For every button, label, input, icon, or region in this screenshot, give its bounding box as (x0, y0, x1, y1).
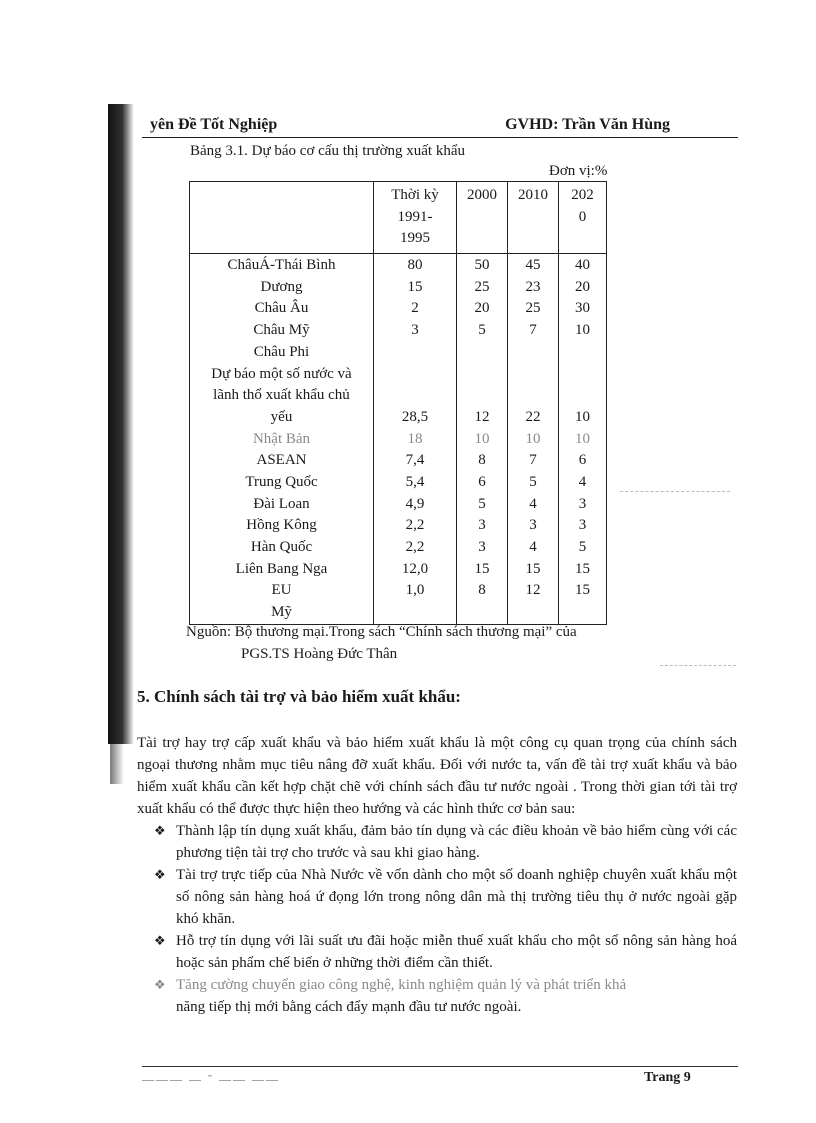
header-cell-region (190, 182, 374, 254)
table-cell-line (374, 364, 456, 386)
column-2020 (559, 254, 607, 625)
table-cell-line: 12,0 (401, 560, 429, 577)
table-cell-line: 45 (525, 257, 541, 274)
table-cell-line: 7 (529, 452, 537, 469)
source-line-2: PGS.TS Hoàng Đức Thân (241, 646, 398, 662)
page-number: Trang 9 (644, 1070, 691, 1085)
table-cell-line: 5,4 (405, 473, 425, 490)
table-cell-line (190, 185, 373, 207)
table-cell-line: 20 (474, 300, 490, 317)
table-cell-line: 40 (575, 257, 590, 274)
source-line-1: Nguồn: Bộ thương mại.Trong sách “Chính sách thương mại” của (186, 624, 577, 640)
table-cell-line: 3 (478, 517, 486, 534)
table-cell-line: 15 (525, 560, 541, 577)
table-cell-line: 10 (575, 408, 590, 425)
table-cell-line: 1,0 (405, 582, 425, 599)
table-cell-line: 15 (474, 560, 490, 577)
table-cell-line (457, 385, 507, 407)
table-cell-line: 10 (525, 430, 541, 447)
table-cell-line (559, 342, 606, 364)
table-cell-line: 25 (525, 300, 541, 317)
bullet-item: ❖ Hỗ trợ tín dụng với lãi suất ưu đãi hoặc miễn thuế xuất khẩu cho một số nông sản hàng hoá hoặc sản phẩm chế biến ở những thời điểm cần thiết. (140, 930, 737, 974)
footer-left-text: ——— — ˘ —— —— (142, 1072, 280, 1086)
scan-artifact-line (620, 491, 730, 492)
table-cell-line: 15 (575, 582, 590, 599)
table-cell-line: 22 (525, 408, 541, 425)
column-1991-1995 (374, 254, 457, 625)
header-cell-2000 (457, 182, 508, 254)
table-cell-line: 2,2 (405, 517, 425, 534)
table-cell-line: 4 (529, 539, 537, 555)
export-market-table (189, 181, 607, 625)
table-cell-line (457, 342, 507, 364)
footer-rule (142, 1066, 738, 1067)
table-cell-line: 28,5 (401, 408, 429, 425)
table-cell-line: 10 (575, 430, 590, 447)
table-cell-line: lãnh thổ xuất khẩu chủ (213, 387, 350, 404)
table-cell-line: 2000 (467, 187, 497, 203)
table-cell-line: 8 (478, 582, 486, 599)
table-cell-line: 25 (474, 278, 490, 295)
table-header-row (190, 182, 607, 254)
table-unit: Đơn vị:% (549, 163, 608, 179)
diamond-bullet-icon: ❖ (154, 867, 166, 882)
table-cell-line (374, 385, 456, 407)
table-cell-line: 5 (478, 322, 486, 339)
table-cell-line: Châu Mỹ (253, 322, 310, 339)
table-cell-line: 0 (578, 208, 587, 225)
table-cell-line: 12 (474, 408, 490, 425)
scan-artifact-line (660, 665, 736, 666)
header-cell-2020 (559, 182, 607, 254)
bullet-item: ❖ Thành lập tín dụng xuất khẩu, đảm bảo tín dụng và các điều khoản về bảo hiểm cùng với các phương tiện tài trợ cho trước và sau khi giao hàng. (140, 820, 737, 864)
table-cell-line: 80 (407, 257, 423, 274)
table-cell-line: 5 (529, 473, 537, 490)
table-cell-line: 3 (578, 495, 587, 512)
table-cell-line: Hồng Kông (246, 517, 317, 534)
table-cell-line: ChâuÁ-Thái Bình (227, 257, 336, 274)
table-cell-line (508, 385, 558, 407)
table-cell-line: 202 (571, 187, 594, 203)
table-cell-line: EU (271, 582, 292, 599)
scan-shadow-edge (108, 104, 134, 744)
table-cell-line: 3 (529, 517, 537, 534)
table-cell-line: 2 (411, 300, 419, 317)
table-cell-line: Liên Bang Nga (235, 560, 328, 577)
table-cell-line: Đài Loan (253, 495, 310, 512)
table-cell-line (559, 385, 606, 407)
section-title: 5. Chính sách tài trợ và bảo hiểm xuất khẩu: (137, 687, 461, 706)
header-cell-2010 (508, 182, 559, 254)
bullet-list (137, 820, 737, 1018)
table-cell-line: Dương (260, 278, 303, 295)
table-cell-line: 6 (578, 452, 587, 469)
table-cell-line: 3 (411, 322, 419, 339)
table-cell-line: 4,9 (405, 495, 425, 512)
table-cell-line: Nhật Bản (252, 430, 311, 447)
bullet-item: ❖ Tài trợ trực tiếp của Nhà Nước về vốn dành cho một số doanh nghiệp chuyên xuất khẩu một số nông sản hàng hoá ứ đọng lớn trong nông dân mà thị trường tiêu thụ ở nước ngoài gặp khó khăn. (140, 864, 737, 930)
header-rule (142, 137, 738, 138)
table-cell-line: 5 (578, 539, 587, 555)
table-cell-line: 6 (478, 473, 486, 490)
table-cell-line: Thời kỳ (391, 187, 439, 203)
table-cell-line: 15 (575, 560, 590, 577)
column-2010 (508, 254, 559, 625)
table-source (186, 621, 577, 665)
header-title: yên Đề Tốt Nghiệp (150, 116, 278, 133)
table-caption: Bảng 3.1. Dự báo cơ cấu thị trường xuất khẩu (190, 143, 465, 159)
region-column (190, 254, 374, 625)
table-cell-line: ASEAN (256, 452, 307, 469)
table-cell-line: yếu (270, 408, 293, 425)
diamond-bullet-icon: ❖ (154, 977, 166, 992)
table-cell-line: 12 (525, 582, 541, 599)
header-advisor: GVHD: Trần Văn Hùng (505, 116, 670, 133)
column-2000 (457, 254, 508, 625)
bullet-item: ❖ Tăng cường chuyển giao công nghệ, kinh nghiệm quản lý và phát triển khả năng tiếp thị mới bằng cách đẩy mạnh đầu tư nước ngoài. (140, 974, 737, 1018)
header-cell-1991-1995 (374, 182, 457, 254)
section-body (137, 732, 737, 1018)
page-header (150, 116, 670, 134)
table-cell-line: 1991- (397, 208, 433, 225)
table-cell-line: 5 (478, 495, 486, 512)
table-cell-line (559, 364, 606, 386)
table-cell-line: Hàn Quốc (250, 539, 313, 555)
table-cell-line: Châu Âu (254, 300, 309, 317)
table-cell-line: 2,2 (405, 539, 425, 555)
diamond-bullet-icon: ❖ (154, 823, 166, 838)
table-cell-line: 8 (478, 452, 486, 469)
table-body-row (190, 254, 607, 625)
table-cell-line (508, 364, 558, 386)
table-cell-line: 20 (575, 278, 590, 295)
table-cell-line: 3 (578, 517, 587, 534)
scan-shadow-edge-lower (110, 744, 124, 784)
table-cell-line: 10 (575, 322, 590, 339)
table-cell-line: 23 (525, 278, 541, 295)
table-cell-line (508, 342, 558, 364)
table-cell-line: Dự báo một số nước và (211, 365, 352, 382)
diamond-bullet-icon: ❖ (154, 933, 166, 948)
table-cell-line (374, 342, 456, 364)
table-cell-line: 50 (474, 257, 490, 274)
table-cell-line: 2010 (518, 187, 548, 203)
table-cell-line: Châu Phi (253, 343, 310, 360)
table-cell-line: 4 (578, 473, 587, 490)
table-cell-line: 4 (529, 495, 537, 512)
table-cell-line: 7 (529, 322, 537, 339)
table-cell-line: Trung Quốc (245, 473, 318, 490)
section-intro: Tài trợ hay trợ cấp xuất khẩu và bảo hiểm xuất khẩu là một công cụ quan trọng của chính sách ngoại thương nhằm mục tiêu nâng đỡ xuất khẩu. Đối với nước ta, vấn đề tài trợ xuất khẩu và bảo hiểm xuất khẩu cần kết hợp chặt chẽ với chính sách đầu tư nước ngoài . Trong thời gian tới tài trợ xuất khẩu có thể được thực hiện theo hướng và các hình thức cơ bản sau: (137, 735, 737, 817)
table-cell-line (457, 364, 507, 386)
table-cell-line: 18 (407, 430, 423, 447)
table-cell-line: 7,4 (405, 452, 425, 469)
table-cell-line: 15 (407, 278, 423, 295)
table-cell-line: 3 (478, 539, 486, 555)
table-cell-line: Mỹ (271, 604, 292, 621)
table-cell-line: 1995 (400, 230, 430, 247)
table-cell-line: 30 (575, 300, 590, 317)
table-cell-line: 10 (474, 430, 490, 447)
